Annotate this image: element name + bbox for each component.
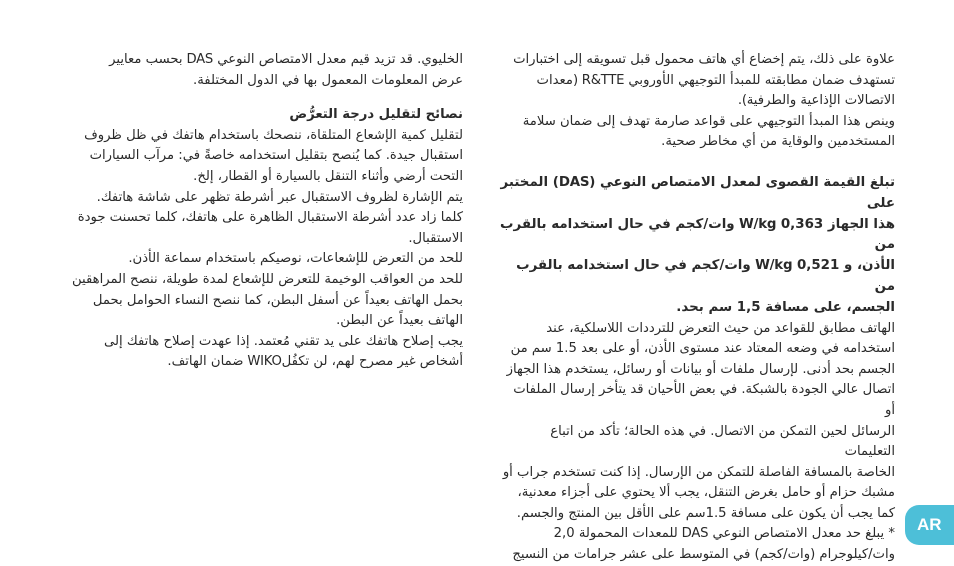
- language-tab-badge: AR: [905, 505, 954, 545]
- safety-principle-paragraph: وينص هذا المبدأ التوجيهي على قواعد صارمة تهدف إلى ضمان سلامة المستخدمين والوقاية من أي مخاطر صحية.: [522, 113, 895, 150]
- rf-compliance-paragraph: الهاتف مطابق للقواعد من حيث التعرض للترددات اللاسلكية، عند استخدامه في وضعه المعتاد عند مستوى الأذن، أو على بعد 1.5 سم من الجسم بحد أدنى. لإرسال ملفات أو بيانات أو رسائل، يستخدم هذا الجهاز اتصال عالي الجودة بالشبكة. في بعض الأحيان قد يتأخر إرسال الملفات أو الرسائل لحين التمكن من الاتصال. في هذه الحالة؛ تأكد من اتباع التعليمات الخاصة بالمسافة الفاصلة للتمكن من الإرسال. إذا كنت تستخدم جراب أو مشبك حزام أو حامل بغرض التنقل، يجب ألا يحتوي على أجزاء معدنية، كما يجب أن يكون على مسافة 1.5سم على الأقل بين المنتج والجسم. * يبلغ حد معدل الامتصاص النوعي DAS للمعدات المحمولة 2,0 وات/كيلوجرام (وات/كجم) في المتوسط على عشر جرامات من النسيج: [502, 320, 895, 563]
- left-text-column: [70, 50, 463, 373]
- rtte-intro-paragraph: علاوة على ذلك، يتم إخضاع أي هاتف محمول قبل تسويقه إلى اختبارات تستهدف ضمان مطابقته للمبدأ التوجيهي الأوروبي R&TTE (معدات الاتصالات الإذاعية والطرفية).: [513, 52, 895, 109]
- exposure-tips-body: لتقليل كمية الإشعاع المتلقاة، ننصحك باستخدام هاتفك في ظل ظروف استقبال جيدة. كما يُنصح بتقليل استخدامه خاصةً في: مرآب السيارات التحت أرضي وأثناء التنقل بالسيارة أو القطار، إلخ. يتم الإشارة لظروف الاستقبال عبر أشرطة تظهر على شاشة هاتفك. كلما زاد عدد أشرطة الاستقبال الظاهرة على هاتفك، كلما تحسنت جودة الاستقبال. للحد من التعرض للإشعاعات، نوصيكم باستخدام سماعة الأذن. للحد من العواقب الوخيمة للتعرض للإشعاع لمدة طويلة، ننصح المراهقين بحمل الهاتف بعيداً عن أسفل البطن، كما ننصح النساء الحوامل بحمل الهاتف بعيداً عن البطن. يجب إصلاح هاتفك على يد تقني مُعتمد. إذا عهدت إصلاح هاتفك إلى أشخاص غير مصرح لهم، لن تكفُلWIKO ضمان الهاتف.: [71, 127, 463, 370]
- das-standards-paragraph: الخليوي. قد تزيد قيم معدل الامتصاص النوعي DAS بحسب معايير عرض المعلومات المعمول بها في الدول المختلفة.: [109, 52, 463, 88]
- right-text-column: [500, 50, 895, 566]
- exposure-tips-heading: نصائح لتقليل درجة التعرُّض: [289, 107, 463, 123]
- das-values-statement: تبلغ القيمة القصوى لمعدل الامتصاص النوعي (DAS) المختبر على هذا الجهاز 0,363 W/kg وات/كجم في حال استخدامه بالقرب من الأذن، و 0,521 W/kg وات/كجم في حال استخدامه بالقرب من الجسم، على مسافة 1,5 سم بحد.: [500, 174, 895, 315]
